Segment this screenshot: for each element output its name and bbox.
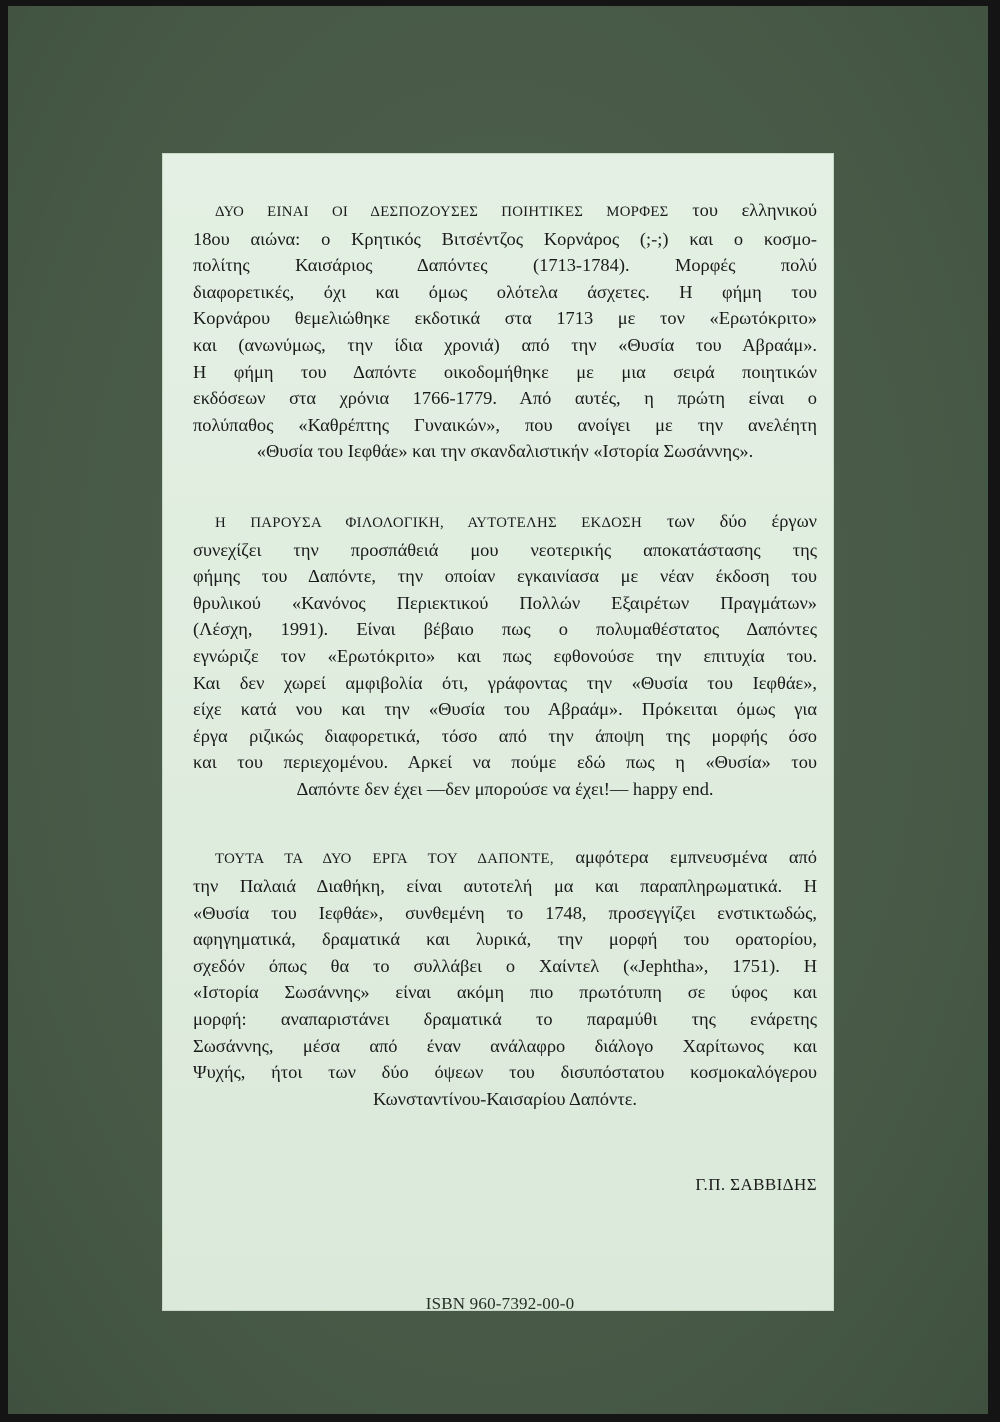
paragraph-line: εκδόσεων στα χρόνια 1766-1779. Από αυτές, η πρώτη είναι ο xyxy=(193,388,817,409)
paragraph-line: ΤΟΥΤΑ ΤΑ ΔΥΟ ΕΡΓΑ ΤΟΥ ΔΑΠΟΝΤΕ, αμφότερα εμπνευσμένα από xyxy=(215,847,817,868)
paragraph-line: Η ΠΑΡΟΥΣΑ ΦΙΛΟΛΟΓΙΚΗ, ΑΥΤΟΤΕΛΗΣ ΕΚΔΟΣΗ των δύο έργων xyxy=(215,510,817,531)
paragraph-line: «Ιστορία Σωσάννης» είναι ακόμη πιο πρωτότυπη σε ύφος και xyxy=(193,982,817,1003)
isbn-number: ISBN 960-7392-00-0 xyxy=(425,1294,575,1313)
paragraph-line: και (ανωνύμως, την ίδια χρονιά) από την «Θυσία του Αβραάμ». xyxy=(193,334,817,355)
paragraph-line: Ψυχής, ήτοι των δύο όψεων του δισυπόστατου κοσμοκαλόγερου xyxy=(193,1062,817,1083)
paragraph-line: θρυλικού «Κανόνος Περιεκτικού Πολλών Εξαιρέτων Πραγμάτων» xyxy=(193,592,817,613)
paragraph-line: και του περιεχομένου. Αρκεί να πούμε εδώ πως η «Θυσία» του xyxy=(193,752,817,773)
blurb-text xyxy=(193,197,817,1138)
paragraph-line: Σωσάννης, μέσα από έναν ανάλαφρο διάλογο Χαρίτωνος και xyxy=(193,1035,817,1056)
paragraph-line: την Παλαιά Διαθήκη, είναι αυτοτελή μα και παραπληρωματικά. Η xyxy=(193,876,817,897)
small-caps-lead: ΤΟΥΤΑ ΤΑ ΔΥΟ ΕΡΓΑ ΤΟΥ ΔΑΠΟΝΤΕ, xyxy=(215,851,554,868)
paragraph-line: 18ου αιώνα: ο Κρητικός Βιτσέντζος Κορνάρος (;-;) και ο κοσμο- xyxy=(193,228,817,249)
paragraph-3 xyxy=(193,844,817,1112)
paragraph-line: σχεδόν όπως θα το συλλάβει ο Χαίντελ («Jephtha», 1751). Η xyxy=(193,955,817,976)
paragraph-line: Δαπόντε δεν έχει —δεν μπορούσε να έχει!— happy end. xyxy=(296,778,714,799)
paragraph-line: είχε κατά νου και την «Θυσία του Αβραάμ». Πρόκειται όμως για xyxy=(193,699,817,720)
paragraph-line: Κορνάρου θεμελιώθηκε εκδοτικά στα 1713 με τον «Ερωτόκριτο» xyxy=(193,308,817,329)
paragraph-line: Κωνσταντίνου-Καισαρίου Δαπόντε. xyxy=(372,1088,638,1109)
paragraph-line: μορφή: αναπαριστάνει δραματικά το παραμύθι της ενάρετης xyxy=(193,1009,817,1030)
paragraph-line: συνεχίζει την προσπάθειά μου νεοτερικής αποκατάστασης της xyxy=(193,539,817,560)
small-caps-lead: Η ΠΑΡΟΥΣΑ ΦΙΛΟΛΟΓΙΚΗ, ΑΥΤΟΤΕΛΗΣ ΕΚΔΟΣΗ xyxy=(215,514,642,531)
paragraph-line: Και δεν χωρεί αμφιβολία ότι, γράφοντας την «Θυσία του Ιεφθάε», xyxy=(193,672,817,693)
paragraph-line: Η φήμη του Δαπόντε οικοδομήθηκε με μια σειρά ποιητικών xyxy=(193,361,817,382)
paragraph-line: διαφορετικές, όχι και όμως ολότελα άσχετες. Η φήμη του xyxy=(193,281,817,302)
paragraph-line: (Λέσχη, 1991). Είναι βέβαιο πως ο πολυμαθέστατος Δαπόντες xyxy=(193,619,817,640)
paragraph-line: έργα ριζικώς διαφορετικά, τόσο από την άποψη της μορφής όσο xyxy=(193,725,817,746)
paragraph-line: «Θυσία του Ιεφθάε», συνθεμένη το 1748, προσεγγίζει ενστικτωδώς, xyxy=(193,902,817,923)
paragraph-line: ΔΥΟ ΕΙΝΑΙ ΟΙ ΔΕΣΠΟΖΟΥΣΕΣ ΠΟΙΗΤΙΚΕΣ ΜΟΡΦΕΣ του ελληνικού xyxy=(215,200,818,220)
paragraph-line: φήμης του Δαπόντε, την οποίαν εγκαινίασα με νέαν έκδοση του xyxy=(193,566,817,587)
paragraph-line: πολίτης Καισάριος Δαπόντες (1713-1784). Μορφές πολύ xyxy=(193,255,817,276)
paragraph-line: εγνώριζε τον «Ερωτόκριτο» και πως εφθονούσε την επιτυχία του. xyxy=(193,645,817,666)
paragraph-line: πολύπαθος «Καθρέπτης Γυναικών», που ανοίγει με την ανελέητη xyxy=(193,414,817,435)
paragraph-1 xyxy=(193,197,817,465)
small-caps-lead: ΔΥΟ ΕΙΝΑΙ ΟΙ ΔΕΣΠΟΖΟΥΣΕΣ ΠΟΙΗΤΙΚΕΣ ΜΟΡΦΕΣ xyxy=(215,204,669,220)
author-signature: Γ.Π. ΣΑΒΒΙΔΗΣ xyxy=(695,1175,817,1194)
paragraph-line: αφηγηματικά, δραματικά και λυρικά, την μορφή του ορατορίου, xyxy=(193,929,817,950)
paragraph-line: «Θυσία του Ιεφθάε» και την σκανδαλιστικήν «Ιστορία Σωσάννης». xyxy=(256,441,754,462)
paragraph-2 xyxy=(193,508,817,803)
